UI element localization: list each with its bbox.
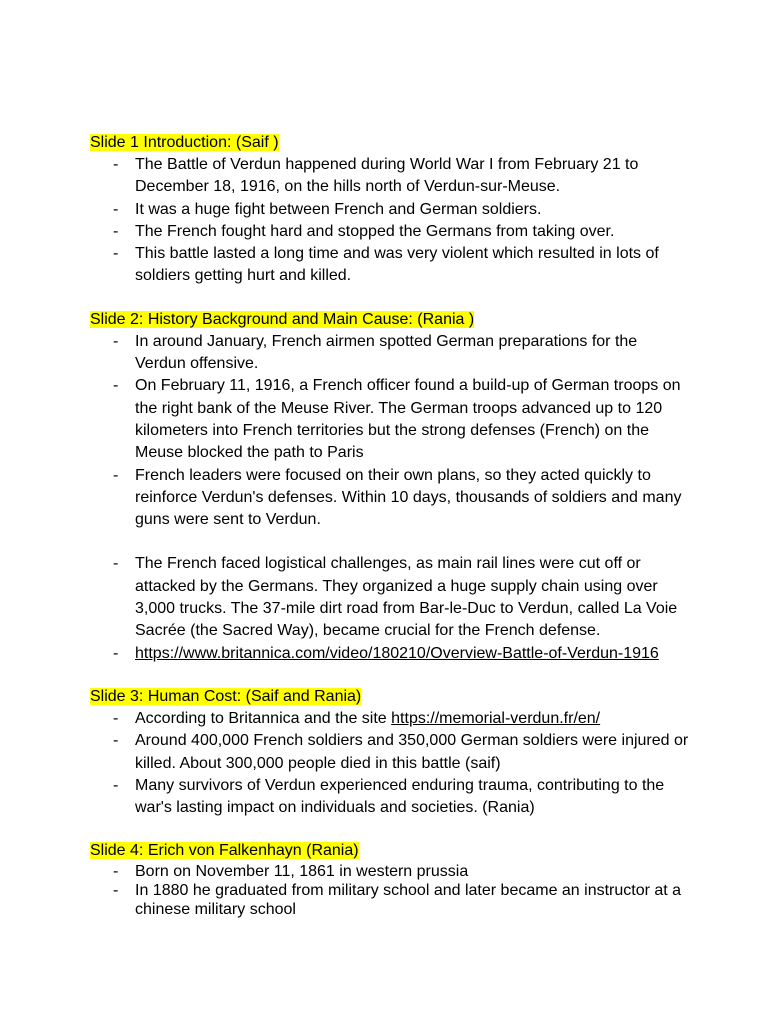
bullet-list: [90, 708, 690, 819]
dash-bullet-icon: -: [113, 466, 119, 484]
dash-bullet-icon: -: [113, 709, 119, 727]
slide-section-4: [90, 840, 690, 919]
list-item: [90, 643, 690, 665]
dash-bullet-icon: -: [113, 732, 119, 750]
dash-bullet-icon: -: [113, 332, 119, 350]
bullet-list: [90, 154, 690, 288]
item-text: On February 11, 1916, a French officer found a build-up of German troops on the right bank of the Meuse River. The German troops advanced up to 120 kilometers into French territories but the strong defenses (French) on the Meuse blocked the path to Paris: [135, 377, 681, 462]
item-text: In around January, French airmen spotted German preparations for the Verdun offensive.: [135, 332, 638, 373]
item-text: The French fought hard and stopped the Germans from taking over.: [135, 222, 615, 240]
dash-bullet-icon: -: [113, 156, 119, 173]
item-text: It was a huge fight between French and German soldiers.: [135, 200, 542, 218]
slide-section-1: [90, 132, 690, 288]
dash-bullet-icon: -: [113, 377, 119, 395]
list-item: [90, 708, 690, 730]
hyperlink[interactable]: https://memorial-verdun.fr/en/: [391, 709, 601, 727]
list-item: [90, 199, 690, 221]
dash-bullet-icon: -: [113, 222, 119, 240]
dash-bullet-icon: -: [113, 644, 119, 662]
list-item: [90, 221, 690, 243]
section-heading: [90, 309, 690, 331]
dash-bullet-icon: -: [113, 776, 119, 794]
heading-highlight: Slide 4: Erich von Falkenhayn (Rania): [90, 842, 359, 860]
document-body: [90, 132, 690, 940]
section-heading: [90, 686, 690, 708]
list-item: [90, 154, 690, 199]
dash-bullet-icon: -: [113, 555, 119, 573]
list-item: [90, 775, 690, 820]
section-heading: [90, 840, 690, 862]
dash-bullet-icon: -: [113, 245, 119, 263]
hyperlink[interactable]: https://www.britannica.com/video/180210/Overview-Battle-of-Verdun-1916: [135, 644, 659, 662]
item-text: The French faced logistical challenges, as main rail lines were cut off or attacked by the Germans. They organized a huge supply chain using over 3,000 trucks. The 37-mile dirt road from Bar-le-Duc to Verdun, called La Voie Sacrée (the Sacred Way), became crucial for the French defense.: [135, 555, 678, 640]
list-item: [90, 862, 690, 881]
section-heading: [90, 132, 690, 154]
bullet-list: [90, 862, 690, 919]
item-text: According to Britannica and the site: [135, 709, 392, 727]
list-item: [90, 881, 690, 919]
item-text: Around 400,000 French soldiers and 350,000 German soldiers were injured or killed. About 300,000 people died in this battle (saif): [135, 732, 689, 772]
heading-highlight: Slide 1 Introduction: (Saif ): [90, 134, 279, 151]
heading-highlight: Slide 3: Human Cost: (Saif and Rania): [90, 687, 362, 705]
item-text: In 1880 he graduated from military school and later became an instructor at a chinese military school: [135, 882, 682, 919]
list-item: [90, 465, 690, 532]
list-item: [90, 243, 690, 288]
list-item: [90, 730, 690, 775]
item-text: The Battle of Verdun happened during World War I from February 21 to December 18, 1916, on the hills north of Verdun-sur-Meuse.: [135, 156, 639, 196]
item-text: Many survivors of Verdun experienced enduring trauma, contributing to the war's lasting impact on individuals and societies. (Rania): [135, 776, 665, 817]
dash-bullet-icon: -: [113, 863, 119, 881]
bullet-list: [90, 331, 690, 665]
list-item: [90, 553, 690, 642]
slide-section-3: [90, 686, 690, 819]
item-text: This battle lasted a long time and was very violent which resulted in lots of soldiers getting hurt and killed.: [135, 245, 659, 285]
heading-highlight: Slide 2: History Background and Main Cause: (Rania ): [90, 310, 475, 328]
item-text: French leaders were focused on their own plans, so they acted quickly to reinforce Verdun's defenses. Within 10 days, thousands of soldiers and many guns were sent to Verdun.: [135, 466, 682, 529]
list-item: [90, 331, 690, 376]
dash-bullet-icon: -: [113, 200, 119, 218]
list-item: [90, 375, 690, 464]
item-text: Born on November 11, 1861 in western prussia: [135, 863, 469, 881]
dash-bullet-icon: -: [113, 882, 119, 900]
slide-section-2: [90, 309, 690, 665]
